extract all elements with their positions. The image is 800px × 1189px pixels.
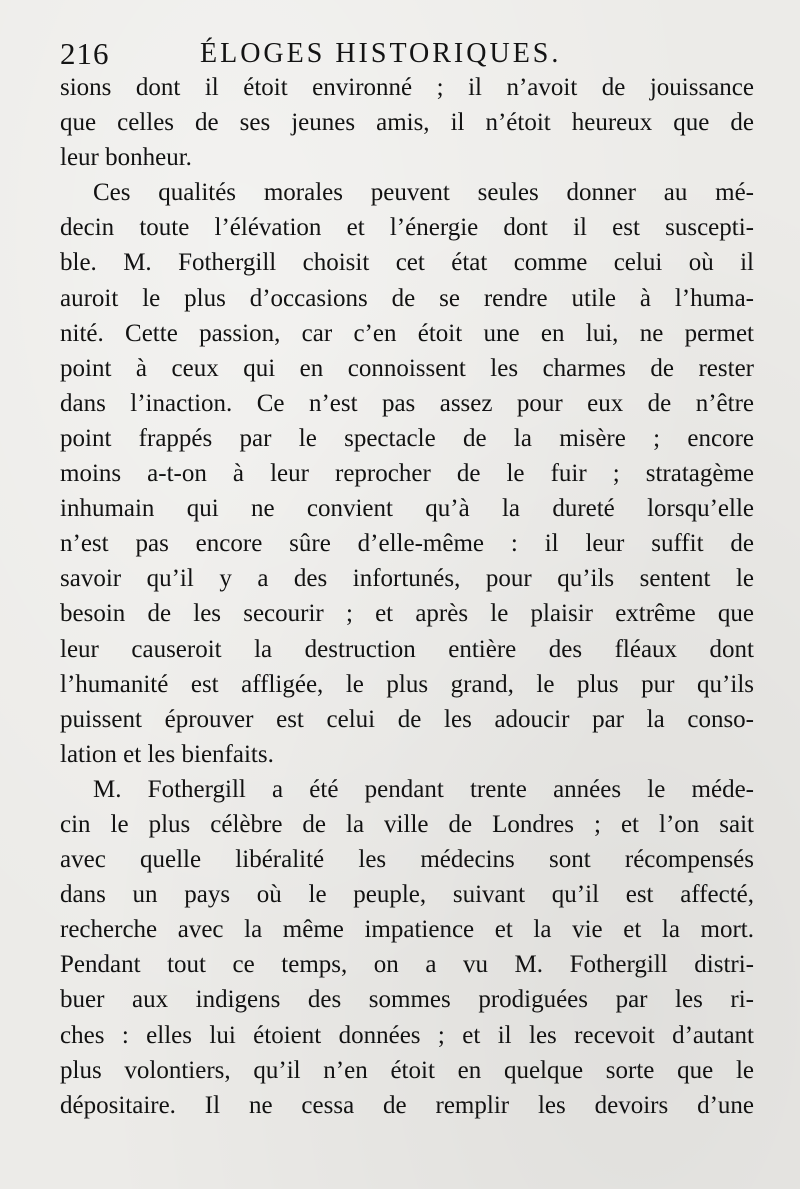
text-line: ches : elles lui étoient données ; et il les recevoit d’autant bbox=[60, 1021, 754, 1049]
text-line: cin le plus célèbre de la ville de Londres ; et l’on sait bbox=[60, 810, 754, 838]
text-line: inhumain qui ne convient qu’à la dureté lorsqu’elle bbox=[60, 495, 754, 523]
text-line: buer aux indigens des sommes prodiguées par les ri- bbox=[60, 986, 754, 1014]
text-line: n’est pas encore sûre d’elle-même : il leur suffit de bbox=[60, 530, 754, 558]
paragraph bbox=[60, 70, 754, 175]
text-line: leur causeroit la destruction entière des fléaux dont bbox=[60, 635, 754, 663]
text-line: decin toute l’élévation et l’énergie dont il est suscepti- bbox=[60, 214, 754, 242]
text-line: recherche avec la même impatience et la vie et la mort. bbox=[60, 916, 754, 944]
page-number: 216 bbox=[60, 36, 110, 71]
text-line: point à ceux qui en connoissent les charmes de rester bbox=[60, 354, 754, 382]
text-line: avec quelle libéralité les médecins sont récompensés bbox=[60, 846, 754, 874]
text-line: ble. M. Fothergill choisit cet état comme celui où il bbox=[60, 249, 754, 277]
text-line: M. Fothergill a été pendant trente années le méde- bbox=[93, 775, 754, 803]
text-line: auroit le plus d’occasions de se rendre utile à l’huma- bbox=[60, 284, 754, 312]
text-line: que celles de ses jeunes amis, il n’étoit heureux que de bbox=[60, 109, 754, 137]
text-line: nité. Cette passion, car c’en étoit une en lui, ne permet bbox=[60, 319, 754, 347]
running-title: ÉLOGES HISTORIQUES. bbox=[200, 38, 562, 69]
text-line: savoir qu’il y a des infortunés, pour qu’ils sentent le bbox=[60, 565, 754, 593]
text-line: lation et les bienfaits. bbox=[60, 740, 274, 768]
text-line: Pendant tout ce temps, on a vu M. Fothergill distri- bbox=[60, 951, 754, 979]
text-line: dans un pays où le peuple, suivant qu’il est affecté, bbox=[60, 881, 754, 909]
paragraph bbox=[60, 175, 754, 772]
text-line: plus volontiers, qu’il n’en étoit en quelque sorte que le bbox=[60, 1056, 754, 1084]
text-line: dans l’inaction. Ce n’est pas assez pour eux de n’être bbox=[60, 389, 754, 417]
text-line: point frappés par le spectacle de la misère ; encore bbox=[60, 424, 754, 452]
text-line: puissent éprouver est celui de les adoucir par la conso- bbox=[60, 705, 754, 733]
paragraph bbox=[60, 772, 754, 1123]
text-line: sions dont il étoit environné ; il n’avoit de jouissance bbox=[60, 74, 754, 101]
text-line: besoin de les secourir ; et après le plaisir extrême que bbox=[60, 600, 754, 628]
text-line: l’humanité est affligée, le plus grand, le plus pur qu’ils bbox=[60, 670, 754, 698]
text-line: Ces qualités morales peuvent seules donner au mé- bbox=[93, 179, 754, 207]
text-line: leur bonheur. bbox=[60, 144, 192, 172]
text-line: moins a-t-on à leur reprocher de le fuir ; stratagème bbox=[60, 460, 754, 488]
text-line: dépositaire. Il ne cessa de remplir les devoirs d’une bbox=[60, 1091, 754, 1119]
body-text bbox=[60, 70, 754, 1123]
